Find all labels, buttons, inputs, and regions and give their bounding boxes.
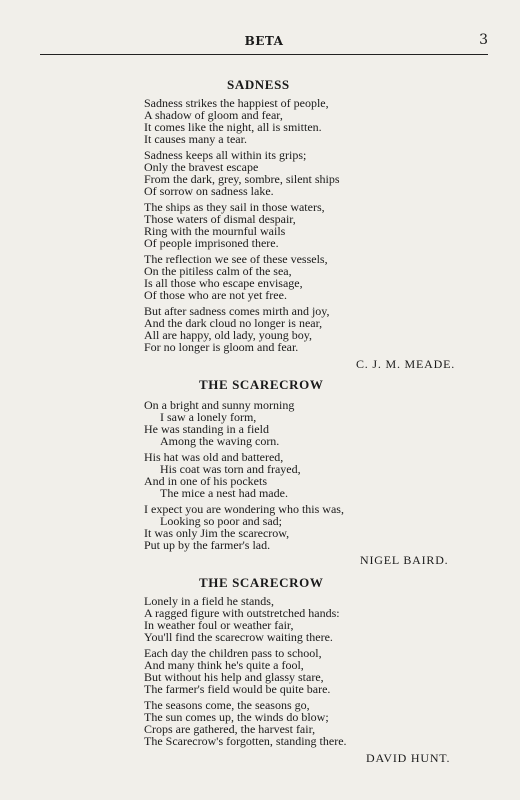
poem-line: Those waters of dismal despair, bbox=[144, 212, 296, 226]
poem-line: You'll find the scarecrow waiting there. bbox=[144, 630, 333, 644]
poem-line: Among the waving corn. bbox=[160, 434, 280, 448]
poem-line: But without his help and glassy stare, bbox=[144, 670, 324, 684]
poem-line: The Scarecrow's forgotten, standing there. bbox=[144, 734, 347, 748]
running-title: BETA bbox=[244, 34, 284, 48]
poem-line: On a bright and sunny morning bbox=[144, 398, 295, 412]
poem-line: His hat was old and battered, bbox=[144, 450, 284, 464]
poem-line: A shadow of gloom and fear, bbox=[144, 108, 283, 122]
page-header bbox=[40, 34, 488, 55]
poem-title: THE SCARECROW bbox=[199, 575, 324, 590]
poem-line: The sun comes up, the winds do blow; bbox=[144, 710, 329, 724]
poem-line: Of those who are not yet free. bbox=[144, 288, 287, 302]
poem-line: Sadness strikes the happiest of people, bbox=[144, 96, 329, 110]
poem-line: For no longer is gloom and fear. bbox=[144, 340, 299, 354]
poem-line: And in one of his pockets bbox=[144, 474, 267, 488]
poem-line: Lonely in a field he stands, bbox=[144, 594, 274, 608]
poem-line: Crops are gathered, the harvest fair, bbox=[144, 722, 316, 736]
poem-line: The reflection we see of these vessels, bbox=[144, 252, 328, 266]
poem-line: In weather foul or weather fair, bbox=[144, 618, 294, 632]
poem-title: SADNESS bbox=[227, 77, 290, 92]
poem-line: The farmer's field would be quite bare. bbox=[144, 682, 331, 696]
page-number: 3 bbox=[479, 32, 488, 48]
poem-line: A ragged figure with outstretched hands: bbox=[144, 606, 340, 620]
poem-line: And the dark cloud no longer is near, bbox=[144, 316, 323, 330]
poem-title: THE SCARECROW bbox=[199, 377, 324, 392]
poem-line: It was only Jim the scarecrow, bbox=[144, 526, 290, 540]
poem-line: And many think he's quite a fool, bbox=[144, 658, 304, 672]
poem-line: Is all those who escape envisage, bbox=[144, 276, 303, 290]
poem-line: Of sorrow on sadness lake. bbox=[144, 184, 274, 198]
poem-line: I saw a lonely form, bbox=[160, 410, 257, 424]
poem-line: From the dark, grey, sombre, silent ships bbox=[144, 172, 340, 186]
poem-line: His coat was torn and frayed, bbox=[160, 462, 301, 476]
poem-line: The ships as they sail in those waters, bbox=[144, 200, 325, 214]
poem-line: I expect you are wondering who this was, bbox=[144, 502, 344, 516]
poem-line: It causes many a tear. bbox=[144, 132, 247, 146]
poem-line: Ring with the mournful wails bbox=[144, 224, 286, 238]
poem-line: Only the bravest escape bbox=[144, 160, 259, 174]
poem-author: DAVID HUNT. bbox=[366, 751, 451, 765]
poem-author: NIGEL BAIRD. bbox=[360, 553, 449, 567]
poem-line: Of people imprisoned there. bbox=[144, 236, 279, 250]
poem-line: The mice a nest had made. bbox=[160, 486, 288, 500]
poem-line: But after sadness comes mirth and joy, bbox=[144, 304, 330, 318]
poem-author: C. J. M. MEADE. bbox=[356, 357, 456, 371]
poem-line: Each day the children pass to school, bbox=[144, 646, 322, 660]
poem-line: He was standing in a field bbox=[144, 422, 269, 436]
poem-line: Looking so poor and sad; bbox=[160, 514, 282, 528]
poem-line: Sadness keeps all within its grips; bbox=[144, 148, 307, 162]
poem-line: On the pitiless calm of the sea, bbox=[144, 264, 292, 278]
poem-line: It comes like the night, all is smitten. bbox=[144, 120, 322, 134]
poem-line: The seasons come, the seasons go, bbox=[144, 698, 310, 712]
poem-line: All are happy, old lady, young boy, bbox=[144, 328, 312, 342]
poem-line: Put up by the farmer's lad. bbox=[144, 538, 271, 552]
